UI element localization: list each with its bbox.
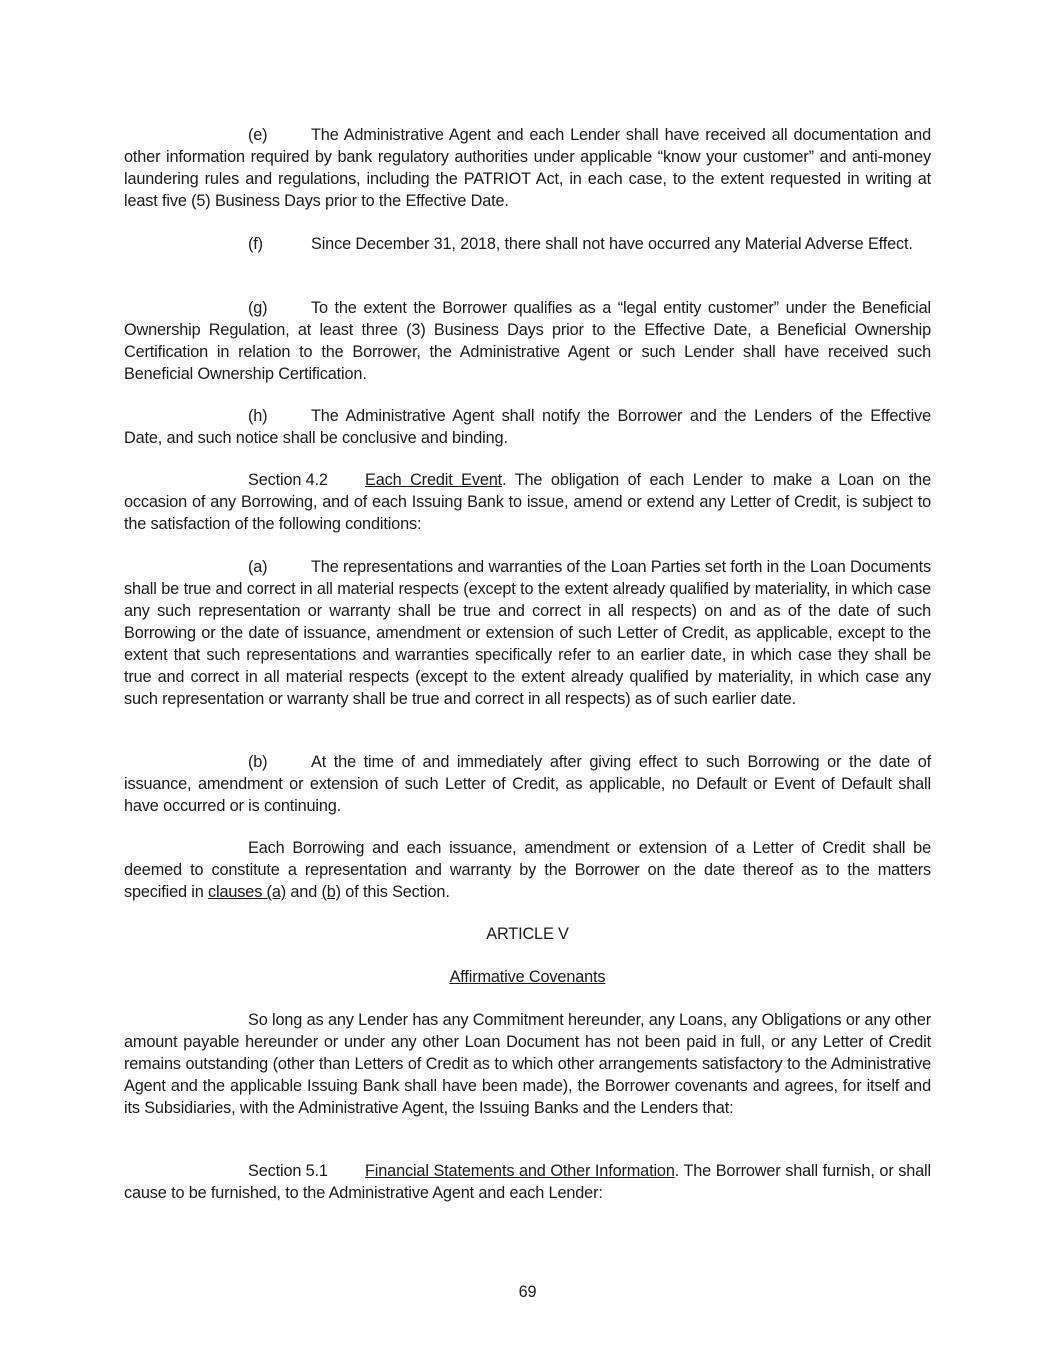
- clause-b-text: At the time of and immediately after giving effect to such Borrowing or the date of issuance, amendment or extension of such Letter of Credit, as applicable, no Default or Event of Default shall have occurred or is continuing.: [124, 753, 931, 815]
- each-borrowing-text-2: and: [286, 883, 322, 901]
- clause-f-label: (f): [248, 235, 263, 253]
- clause-f-text: Since December 31, 2018, there shall not have occurred any Material Adverse Effect.: [311, 235, 913, 253]
- section-5-1-label: Section 5.1: [248, 1162, 328, 1180]
- clause-b: [124, 751, 931, 817]
- article-title: [124, 966, 931, 988]
- section-4-2-label: Section 4.2: [248, 471, 328, 489]
- clause-g-text: To the extent the Borrower qualifies as a “legal entity customer” under the Beneficial Ownership Regulation, at least three (3) Business Days prior to the Effective Date, a Beneficial Ownership Certification in relation to the Borrower, the Administrative Agent or such Lender shall have received such Beneficial Ownership Certification.: [124, 299, 931, 383]
- clause-e: [124, 124, 931, 212]
- clause-a: [124, 556, 931, 710]
- section-4-2-text: . The obligation of each Lender to make a Loan on the occasion of any Borrowing, and of each Issuing Bank to issue, amend or extend any Letter of Credit, is subject to the satisfaction of the following conditions:: [124, 471, 931, 533]
- clause-g: [124, 297, 931, 385]
- clause-e-label: (e): [248, 126, 268, 144]
- section-4-2: [124, 469, 931, 535]
- clause-g-label: (g): [248, 299, 268, 317]
- clause-h: [124, 405, 931, 449]
- article-heading: ARTICLE V: [486, 925, 569, 943]
- clause-a-reference: clauses (a): [208, 883, 287, 901]
- section-5-1-heading: Financial Statements and Other Information: [365, 1162, 675, 1180]
- so-long-paragraph: [124, 1009, 931, 1119]
- each-borrowing-paragraph: [124, 837, 931, 903]
- clause-b-label: (b): [248, 753, 268, 771]
- article-title-text: Affirmative Covenants: [449, 968, 606, 986]
- section-5-1: [124, 1160, 931, 1204]
- clause-h-label: (h): [248, 407, 268, 425]
- clause-h-text: The Administrative Agent shall notify the Borrower and the Lenders of the Effective Date, and such notice shall be conclusive and binding.: [124, 407, 931, 447]
- clause-b-reference: (b): [321, 883, 341, 901]
- clause-a-label: (a): [248, 558, 268, 576]
- section-4-2-heading: Each Credit Event: [365, 471, 503, 489]
- clause-e-text: The Administrative Agent and each Lender shall have received all documentation and other information required by bank regulatory authorities under applicable “know your customer” and anti-money laundering rules and regulations, including the PATRIOT Act, in each case, to the extent requested in writing at least five (5) Business Days prior to the Effective Date.: [124, 126, 931, 210]
- each-borrowing-text-1: Each Borrowing and each issuance, amendment or extension of a Letter of Credit shall be deemed to constitute a representation and warranty by the Borrower on the date thereof as to the matters specified in: [124, 839, 931, 901]
- so-long-text: So long as any Lender has any Commitment hereunder, any Loans, any Obligations or any other amount payable hereunder or under any other Loan Document has not been paid in full, or any Letter of Credit remains outstanding (other than Letters of Credit as to which other arrangements satisfactory to the Administrative Agent and the applicable Issuing Bank shall have been made), the Borrower covenants and agrees, for itself and its Subsidiaries, with the Administrative Agent, the Issuing Banks and the Lenders that:: [124, 1011, 931, 1117]
- clause-a-text: The representations and warranties of the Loan Parties set forth in the Loan Documents shall be true and correct in all material respects (except to the extent already qualified by materiality, in which case any such representation or warranty shall be true and correct in all respects) on and as of the date of such Borrowing or the date of issuance, amendment or extension of such Letter of Credit, as applicable, except to the extent that such representations and warranties specifically refer to an earlier date, in which case they shall be true and correct in all material respects (except to the extent already qualified by materiality, in which case any such representation or warranty shall be true and correct in all respects) as of such earlier date.: [124, 558, 931, 708]
- section-5-1-text: . The Borrower shall furnish, or shall cause to be furnished, to the Administrative Agent and each Lender:: [124, 1162, 931, 1202]
- each-borrowing-text-3: of this Section.: [340, 883, 450, 901]
- page-number: 69: [518, 1283, 537, 1301]
- clause-f: [124, 233, 931, 255]
